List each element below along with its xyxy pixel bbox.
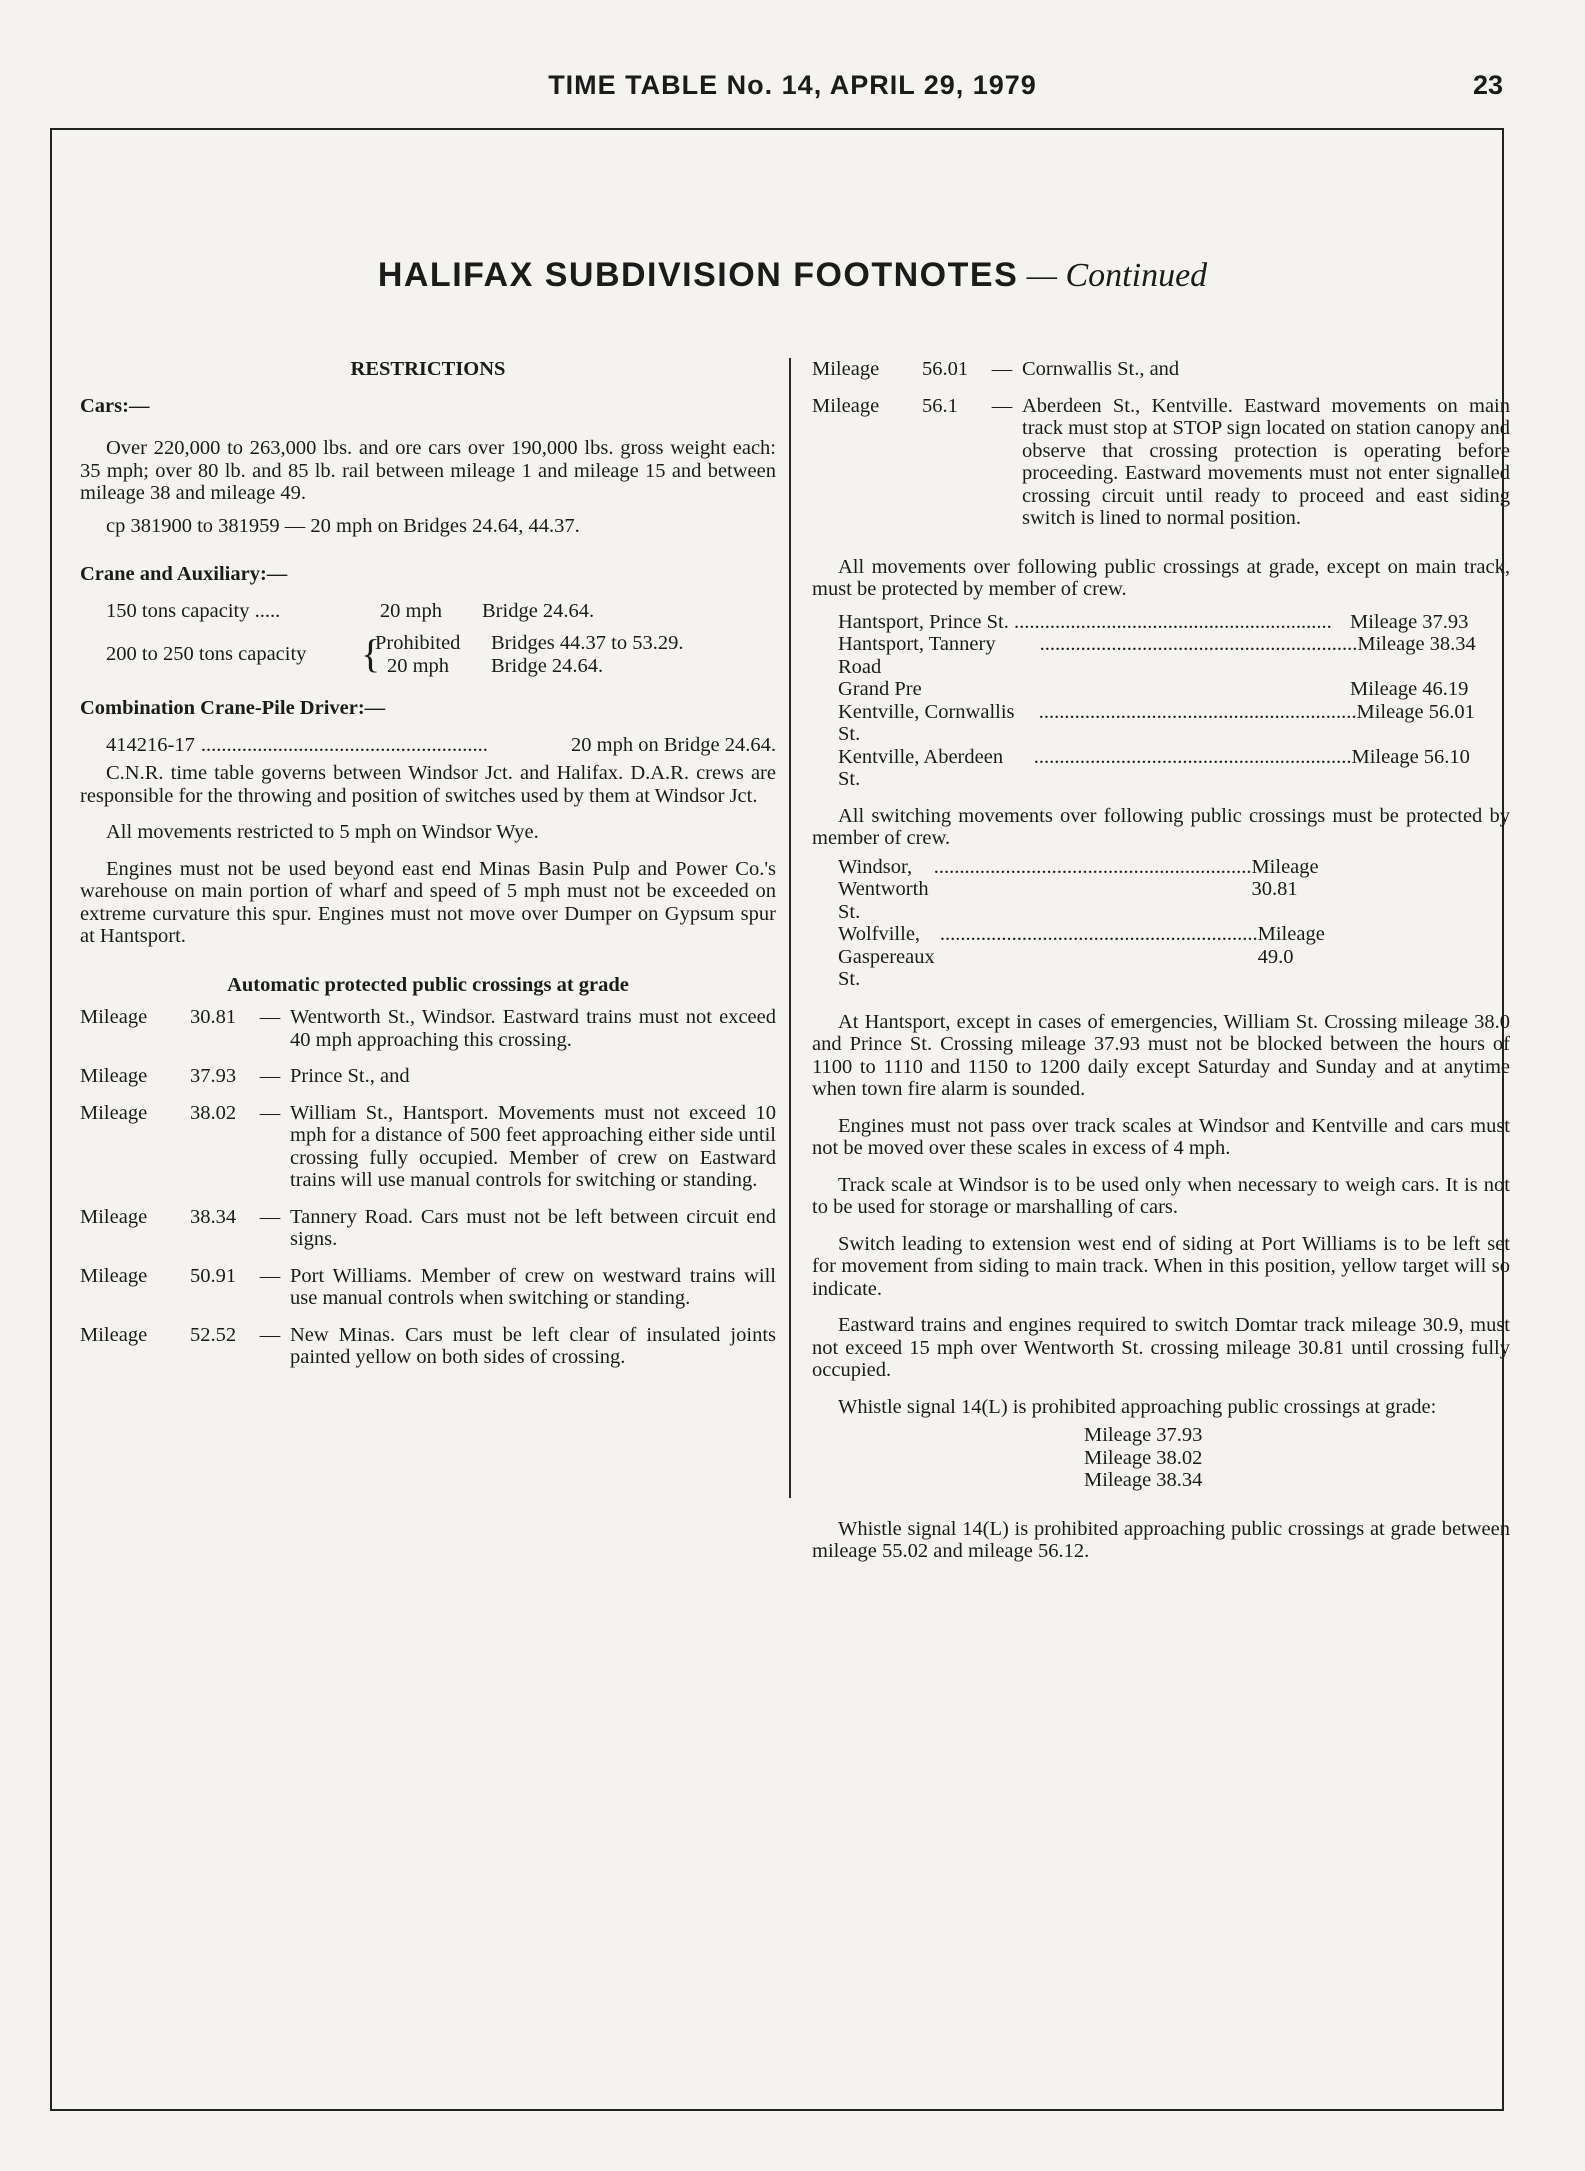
switching-text: All switching movements over following public crossings must be protected by member of crew.	[812, 804, 1510, 849]
track-scale-text: Track scale at Windsor is to be used only when necessary to weigh cars. It is not to be used for storage or marshalling of cars.	[812, 1173, 1510, 1218]
mileage-number: 38.34	[190, 1205, 237, 1228]
column-divider	[789, 358, 791, 1498]
crossing-place: Hantsport, Prince St.	[838, 610, 1009, 633]
section-title-continued: — Continued	[1026, 257, 1208, 294]
crane-row-200	[80, 632, 776, 677]
whistle-mileage: Mileage 38.02	[1084, 1446, 1203, 1469]
crane-where-block	[461, 632, 683, 677]
mileage-dash: —	[259, 1323, 281, 1346]
mileage-entry	[80, 1065, 776, 1088]
mileage-entry	[80, 1265, 776, 1310]
crossing-place: Windsor, Wentworth St.	[838, 855, 929, 923]
mileage-label: Mileage	[80, 1205, 148, 1228]
crossing-mileage: Mileage 38.34	[1357, 633, 1476, 655]
cp-text: cp 381900 to 381959 — 20 mph on Bridges 24.64, 44.37.	[106, 514, 580, 537]
crane-capacity: 150 tons capacity .....	[106, 599, 281, 622]
pile-heading: Combination Crane-Pile Driver:—	[80, 697, 386, 719]
crossing-mileage: Mileage 37.93	[1350, 610, 1469, 633]
whistle2-text: Whistle signal 14(L) is prohibited approaching public crossings at grade between mileage 55.02 and mileage 56.12.	[812, 1517, 1510, 1562]
crane-where-bridge: Bridge 24.64.	[491, 654, 604, 677]
crossing-place: Kentville, Cornwallis St.	[838, 700, 1015, 745]
crane-speed-block	[375, 632, 461, 677]
mileage-number: 38.02	[190, 1101, 237, 1124]
leader-dots	[922, 678, 1350, 701]
mileage-entry	[812, 395, 1510, 530]
cars-heading: Cars:—	[80, 394, 150, 417]
crane-speed-20: 20 mph	[386, 654, 450, 677]
mileage-number: 52.52	[190, 1323, 237, 1346]
whistle-list	[812, 1424, 1510, 1492]
crane-speed-prohibited: Prohibited	[375, 632, 461, 654]
mileage-label: Mileage	[80, 1101, 148, 1124]
mileage-text: Prince St., and	[290, 1065, 410, 1087]
protect-text: All movements over following public crossings at grade, except on main track, must be protected by member of crew.	[812, 555, 1510, 600]
crane-row-150	[80, 600, 776, 623]
crossing-mileage: Mileage 30.81	[1251, 855, 1319, 900]
mileage-label: Mileage	[812, 358, 880, 380]
mileage-dash: —	[991, 358, 1013, 380]
auto-heading: Automatic protected public crossings at grade	[227, 973, 629, 996]
crossing-place: Hantsport, Tannery Road	[838, 633, 996, 678]
mileage-number: 56.01	[922, 358, 969, 380]
mileage-entry	[80, 1206, 776, 1251]
crossing-row	[838, 855, 1319, 924]
leader-dots: ..............................................................	[1034, 633, 1358, 655]
mileage-dash: —	[259, 1065, 281, 1087]
cnr-text: C.N.R. time table governs between Windsor Jct. and Halifax. D.A.R. crews are responsible for the throwing and position of switches used by them at Windsor Jct.	[80, 762, 776, 807]
mileage-text: Aberdeen St., Kentville. Eastward movements on main track must stop at STOP sign located on station canopy and observe that crossing protection is operating before proceeding. Eastward movements must not enter signalled crossing circuit until ready to proceed and east siding switch is lined to normal position.	[1022, 394, 1510, 529]
section-title-main: HALIFAX SUBDIVISION FOOTNOTES	[377, 256, 1019, 294]
crossing-mileage: Mileage 49.0	[1257, 923, 1325, 968]
pile-value: 20 mph on Bridge 24.64.	[571, 733, 776, 756]
mileage-entry	[812, 358, 1510, 381]
crane-capacity: 200 to 250 tons capacity	[106, 643, 307, 665]
crossing-row	[838, 678, 1510, 701]
crossing-row	[838, 701, 1510, 746]
crossing-place: Kentville, Aberdeen St.	[838, 745, 1004, 790]
mileage-dash: —	[259, 1264, 281, 1287]
mileage-entry	[80, 1102, 776, 1192]
mileage-label: Mileage	[80, 1323, 148, 1346]
mileage-text: New Minas. Cars must be left clear of insulated joints painted yellow on both sides of crossing.	[290, 1323, 776, 1368]
mileage-label: Mileage	[80, 1006, 148, 1028]
mileage-label: Mileage	[80, 1264, 148, 1287]
left-column	[80, 358, 776, 1369]
mileage-dash: —	[259, 1006, 281, 1028]
mileage-number: 50.91	[190, 1264, 237, 1287]
crossing-place: Grand Pre	[838, 678, 922, 700]
crossing-mileage: Mileage 46.19	[1350, 678, 1469, 700]
section-title	[0, 256, 1585, 295]
leader-dots: ..............................................................	[1033, 700, 1357, 723]
leader-dots: ..............................................................	[928, 855, 1252, 878]
mileage-number: 56.1	[922, 394, 958, 417]
page-header-title: TIME TABLE No. 14, APRIL 29, 1979	[548, 70, 1037, 100]
pile-dots: ........................................................	[200, 733, 488, 756]
restrictions-heading: RESTRICTIONS	[350, 358, 506, 380]
leader-dots: ..............................................................	[1028, 745, 1352, 768]
leader-dots: ..............................................................	[934, 923, 1258, 945]
whistle-mileage: Mileage 38.34	[1084, 1469, 1203, 1491]
crane-heading: Crane and Auxiliary:—	[80, 563, 288, 585]
mileage-dash: —	[259, 1205, 281, 1228]
mileage-text: Port Williams. Member of crew on westward trains will use manual controls when switching or standing.	[290, 1264, 776, 1309]
mileage-dash: —	[991, 394, 1013, 417]
domtar-text: Eastward trains and engines required to switch Domtar track mileage 30.9, must not exceed 15 mph over Wentworth St. crossing mileage 30.81 until crossing fully occupied.	[812, 1314, 1510, 1381]
mileage-entry	[80, 1006, 776, 1051]
mileage-text: Tannery Road. Cars must not be left between circuit end signs.	[290, 1205, 776, 1250]
crossing-list	[812, 611, 1510, 791]
mileage-text: Cornwallis St., and	[1022, 358, 1180, 380]
crane-where: Bridge 24.64.	[482, 599, 595, 622]
crossing-mileage: Mileage 56.01	[1356, 700, 1475, 723]
crane-speed: 20 mph	[379, 599, 442, 622]
mileage-label: Mileage	[80, 1065, 148, 1087]
cars-text: Over 220,000 to 263,000 lbs. and ore cars over 190,000 lbs. gross weight each: 35 mph; over 80 lb. and 85 lb. rail between mileage 1 and mileage 15 and between mileage 38 and mileage 49.	[80, 437, 776, 504]
pile-id: 414216-17	[106, 733, 195, 756]
crossing-row	[838, 633, 1510, 678]
crossing-mileage: Mileage 56.10	[1351, 745, 1470, 768]
switching-crossing-list	[812, 856, 1510, 991]
leader-dots: ..............................................................	[1008, 610, 1332, 633]
switch-text: Switch leading to extension west end of siding at Port Williams is to be left set for movement from siding to main track. When in this position, yellow target will so indicate.	[812, 1232, 1510, 1300]
wye-text: All movements restricted to 5 mph on Windsor Wye.	[106, 821, 539, 843]
mileage-number: 30.81	[190, 1006, 237, 1028]
scales-text: Engines must not pass over track scales at Windsor and Kentville and cars must not be moved over these scales in excess of 4 mph.	[812, 1114, 1510, 1159]
crossing-row	[838, 923, 1325, 991]
mileage-entry	[80, 1324, 776, 1369]
page-number: 23	[1472, 70, 1503, 100]
engines-text: Engines must not be used beyond east end Minas Basin Pulp and Power Co.'s warehouse on main portion of wharf and speed of 5 mph must not be exceeded on extreme curvature this spur. Engines must not move over Dumper on Gypsum spur at Hantsport.	[80, 857, 776, 947]
hantsport-text: At Hantsport, except in cases of emergencies, William St. Crossing mileage 38.0 and Prince St. Crossing mileage 37.93 must not be blocked between the hours of 1100 to 1110 and 1150 to 1200 daily except Saturday and Sunday and at anytime when town fire alarm is sounded.	[812, 1010, 1510, 1100]
crane-where-bridges: Bridges 44.37 to 53.29.	[491, 632, 684, 654]
crossing-row	[838, 746, 1510, 791]
mileage-text: Wentworth St., Windsor. Eastward trains must not exceed 40 mph approaching this crossing.	[290, 1006, 776, 1051]
mileage-text: William St., Hantsport. Movements must not exceed 10 mph for a distance of 500 feet approaching either side until crossing fully occupied. Member of crew on Eastward trains will use manual controls for switching or standing.	[290, 1101, 776, 1191]
mileage-dash: —	[259, 1101, 281, 1124]
whistle1-text: Whistle signal 14(L) is prohibited approaching public crossings at grade:	[838, 1395, 1437, 1418]
crossing-place: Wolfville, Gaspereaux St.	[838, 923, 935, 990]
brace-glyph: {	[361, 631, 381, 676]
mileage-label: Mileage	[812, 394, 880, 417]
whistle-mileage: Mileage 37.93	[1084, 1424, 1203, 1446]
pile-row	[80, 734, 776, 757]
mileage-number: 37.93	[190, 1065, 237, 1087]
crossing-row	[838, 611, 1510, 634]
right-column	[812, 358, 1510, 1563]
